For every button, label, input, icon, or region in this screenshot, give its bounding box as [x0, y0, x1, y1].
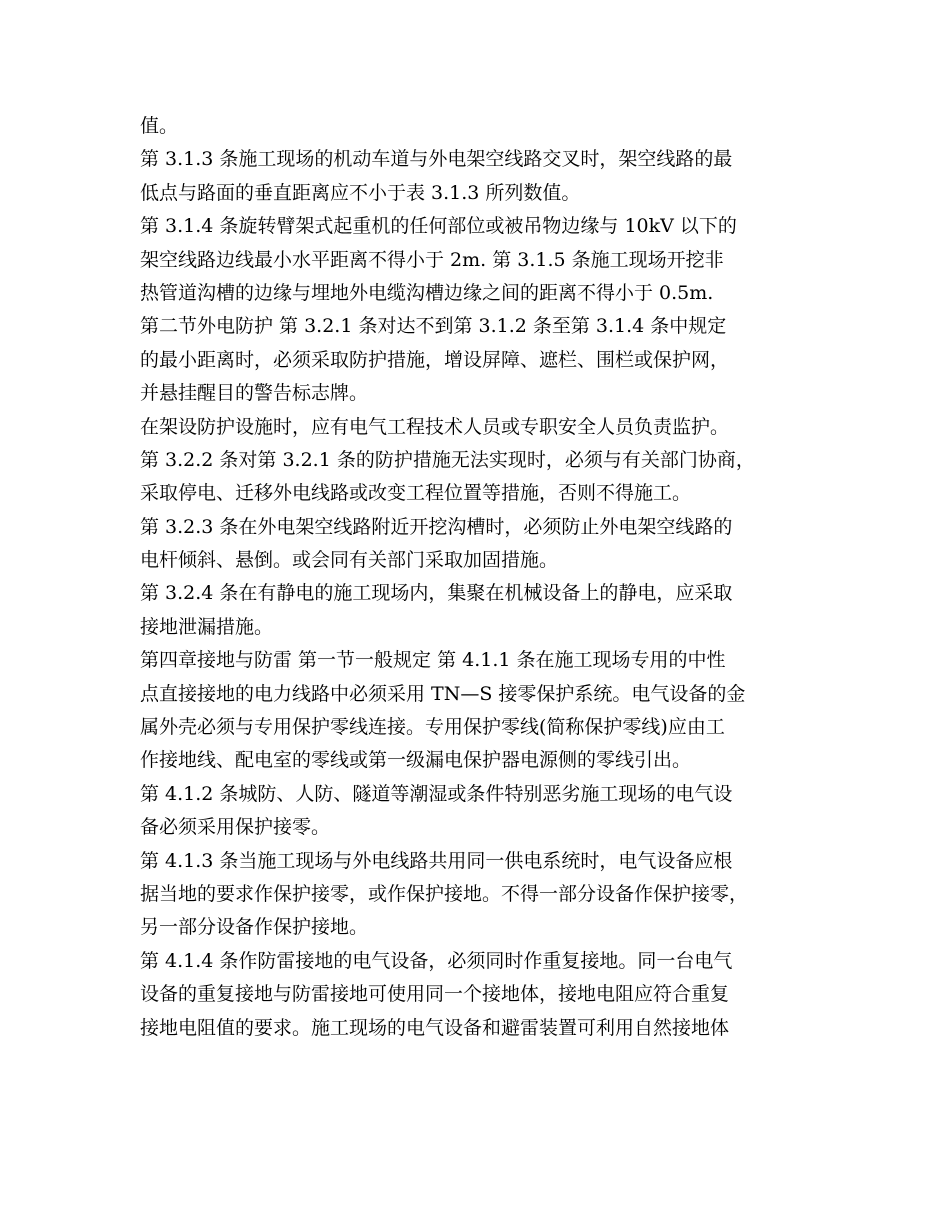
text-line: 属外壳必须与专用保护零线连接。专用保护零线(简称保护零线)应由工 [140, 716, 725, 739]
text-line: 热管道沟槽的边缘与埋地外电缆沟槽边缘之间的距离不得小于 0.5m. [140, 281, 714, 304]
text-line: 并悬挂醒目的警告标志牌。 [140, 382, 369, 405]
text-line: 第 4.1.3 条当施工现场与外电线路共用同一供电系统时，电气设备应根 [140, 849, 733, 872]
text-line: 电杆倾斜、悬倒。或会同有关部门采取加固措施。 [140, 549, 559, 572]
text-line: 第四章接地与防雷 第一节一般规定 第 4.1.1 条在施工现场专用的中性 [140, 649, 726, 672]
text-line: 在架设防护设施时，应有电气工程技术人员或专职安全人员负责监护。 [140, 415, 730, 438]
text-line: 第 3.1.4 条旋转臂架式起重机的任何部位或被吊物边缘与 10kV 以下的 [140, 215, 737, 238]
text-line: 第 4.1.2 条城防、人防、隧道等潮湿或条件特别恶劣施工现场的电气设 [140, 782, 733, 805]
text-line: 采取停电、迁移外电线路或改变工程位置等措施，否则不得施工。 [140, 482, 692, 505]
text-line: 第 3.2.2 条对第 3.2.1 条的防护措施无法实现时，必须与有关部门协商， [140, 448, 755, 471]
text-line: 另一部分设备作保护接地。 [140, 916, 369, 939]
text-line: 第 3.1.3 条施工现场的机动车道与外电架空线路交叉时，架空线路的最 [140, 148, 733, 171]
document-body [140, 110, 830, 1045]
text-line: 作接地线、配电室的零线或第一级漏电保护器电源侧的零线引出。 [140, 749, 692, 772]
text-line: 备必须采用保护接零。 [140, 816, 331, 839]
text-line: 点直接接地的电力线路中必须采用 TN—S 接零保护系统。电气设备的金 [140, 682, 746, 705]
text-line: 接地电阻值的要求。施工现场的电气设备和避雷装置可利用自然接地体 [140, 1016, 730, 1039]
text-line: 第二节外电防护 第 3.2.1 条对达不到第 3.1.2 条至第 3.1.4 条中规定 [140, 315, 727, 338]
text-line: 据当地的要求作保护接零，或作保护接地。不得一部分设备作保护接零， [140, 882, 749, 905]
text-line: 第 3.2.4 条在有静电的施工现场内，集聚在机械设备上的静电，应采取 [140, 582, 733, 605]
text-line: 架空线路边线最小水平距离不得小于 2m. 第 3.1.5 条施工现场开挖非 [140, 248, 724, 271]
text-line: 第 4.1.4 条作防雷接地的电气设备，必须同时作重复接地。同一台电气 [140, 949, 733, 972]
text-line: 低点与路面的垂直距离应不小于表 3.1.3 所列数值。 [140, 181, 581, 204]
text-line: 接地泄漏措施。 [140, 615, 274, 638]
text-line: 的最小距离时，必须采取防护措施，增设屏障、遮栏、围栏或保护网， [140, 348, 730, 371]
text-line: 第 3.2.3 条在外电架空线路附近开挖沟槽时，必须防止外电架空线路的 [140, 515, 733, 538]
text-line: 值。 [140, 115, 179, 137]
text-line: 设备的重复接地与防雷接地可使用同一个接地体，接地电阻应符合重复 [140, 983, 730, 1006]
